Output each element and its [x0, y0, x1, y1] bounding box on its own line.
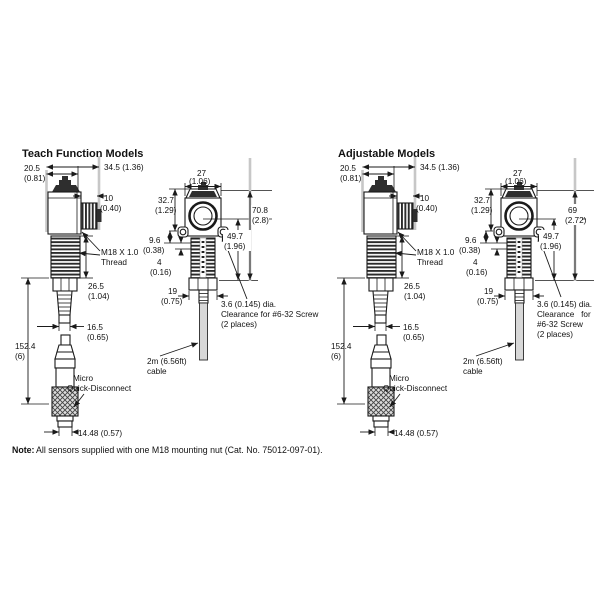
- qd-label-line2: Quick-Disconnect: [67, 384, 132, 393]
- dim-head-in: (1.29): [471, 206, 493, 215]
- dim-head-mm: 32.7: [158, 196, 174, 205]
- dim-width-mm: 27: [513, 169, 523, 178]
- dim-ear-mm: 9.6: [465, 236, 477, 245]
- cable-label-line1: 2m (6.56ft): [463, 357, 503, 366]
- dim-overall-depth: 34.5 (1.36): [104, 163, 144, 172]
- group-title: Teach Function Models: [22, 148, 144, 160]
- dim-cable-in: (6): [331, 352, 342, 361]
- dim-lens-in: (1.96): [224, 242, 246, 251]
- dim-nut-mm: 19: [484, 287, 494, 296]
- adjustable-group: [331, 148, 594, 438]
- thread-label-line2: Thread: [417, 258, 443, 267]
- dim-cable-mm: 152.4: [15, 342, 36, 351]
- thread-label-line1: M18 X 1.0: [417, 248, 455, 257]
- screw-note-line3: (2 places): [221, 320, 257, 329]
- dim-width-mm: 27: [197, 169, 207, 178]
- dim-gap-mm: 4: [473, 258, 478, 267]
- dim-connector-in: (0.40): [416, 204, 438, 213]
- sensor-diagram-left: [21, 156, 228, 436]
- dim-barrel-in: (1.04): [404, 292, 426, 301]
- dim-barrel-mm: 26.5: [88, 282, 104, 291]
- dim-nut-in: (0.75): [161, 297, 183, 306]
- dim-cable-mm: 152.4: [331, 342, 352, 351]
- note-text: All sensors supplied with one M18 mounting nut (Cat. No. 75012-097-01).: [36, 445, 323, 455]
- dim-barrel-in: (1.04): [88, 292, 110, 301]
- dim-head-in: (1.29): [155, 206, 177, 215]
- dim-height-in: (2.8): [252, 216, 269, 225]
- dim-ear-mm: 9.6: [149, 236, 161, 245]
- dim-nut-in: (0.75): [477, 297, 499, 306]
- dim-connector-mm: 10: [104, 194, 114, 203]
- dim-ear-in: (0.38): [143, 246, 165, 255]
- dim-tip-in: (0.65): [403, 333, 425, 342]
- thread-label-line2: Thread: [101, 258, 127, 267]
- dim-overall-depth: 34.5 (1.36): [420, 163, 460, 172]
- screw-note-line2: Clearance for: [537, 310, 591, 319]
- dim-height-mm: 70.8: [252, 206, 268, 215]
- qd-label-line1: Micro: [73, 374, 94, 383]
- dim-cable-in: (6): [15, 352, 26, 361]
- dim-tip-in: (0.65): [87, 333, 109, 342]
- dim-ear-in: (0.38): [459, 246, 481, 255]
- screw-note-line1: 3.6 (0.145) dia.: [221, 300, 277, 309]
- qd-label-line2: Quick-Disconnect: [383, 384, 448, 393]
- dim-depth-in: (0.81): [340, 174, 362, 183]
- footnote: [12, 445, 323, 455]
- cable-label-line2: cable: [463, 367, 483, 376]
- dim-qd-dia: 14.48 (0.57): [394, 429, 439, 438]
- dim-lens-in: (1.96): [540, 242, 562, 251]
- group-title: Adjustable Models: [338, 148, 436, 160]
- dim-connector-in: (0.40): [100, 204, 122, 213]
- dim-gap-in: (0.16): [466, 268, 488, 277]
- dim-width-in: (1.06): [189, 177, 211, 186]
- dim-gap-mm: 4: [157, 258, 162, 267]
- dim-nut-mm: 19: [168, 287, 178, 296]
- dim-depth-mm: 20.5: [340, 164, 356, 173]
- screw-note-line3: #6-32 Screw: [537, 320, 583, 329]
- dim-connector-mm: 10: [420, 194, 430, 203]
- cable-label-line1: 2m (6.56ft): [147, 357, 187, 366]
- sensor-diagram-right: [337, 156, 544, 436]
- qd-label-line1: Micro: [389, 374, 410, 383]
- dim-height-in: (2.72): [565, 216, 587, 225]
- dim-lens-mm: 49.7: [227, 232, 243, 241]
- dim-width-in: (1.06): [505, 177, 527, 186]
- dim-tip-mm: 16.5: [87, 323, 103, 332]
- dim-depth-mm: 20.5: [24, 164, 40, 173]
- dim-lens-mm: 49.7: [543, 232, 559, 241]
- note-label: Note:: [12, 445, 35, 455]
- screw-note-line1: 3.6 (0.145) dia.: [537, 300, 593, 309]
- dim-depth-in: (0.81): [24, 174, 46, 183]
- dim-qd-dia: 14.48 (0.57): [78, 429, 123, 438]
- dim-tip-mm: 16.5: [403, 323, 419, 332]
- dim-barrel-mm: 26.5: [404, 282, 420, 291]
- thread-label-line1: M18 X 1.0: [101, 248, 139, 257]
- dim-height-mm: 69: [568, 206, 578, 215]
- screw-note-line2: Clearance for #6-32 Screw: [221, 310, 319, 319]
- dim-head-mm: 32.7: [474, 196, 490, 205]
- dim-gap-in: (0.16): [150, 268, 172, 277]
- screw-note-line4: (2 places): [537, 330, 573, 339]
- teach-function-group: [15, 148, 318, 438]
- cable-label-line2: cable: [147, 367, 167, 376]
